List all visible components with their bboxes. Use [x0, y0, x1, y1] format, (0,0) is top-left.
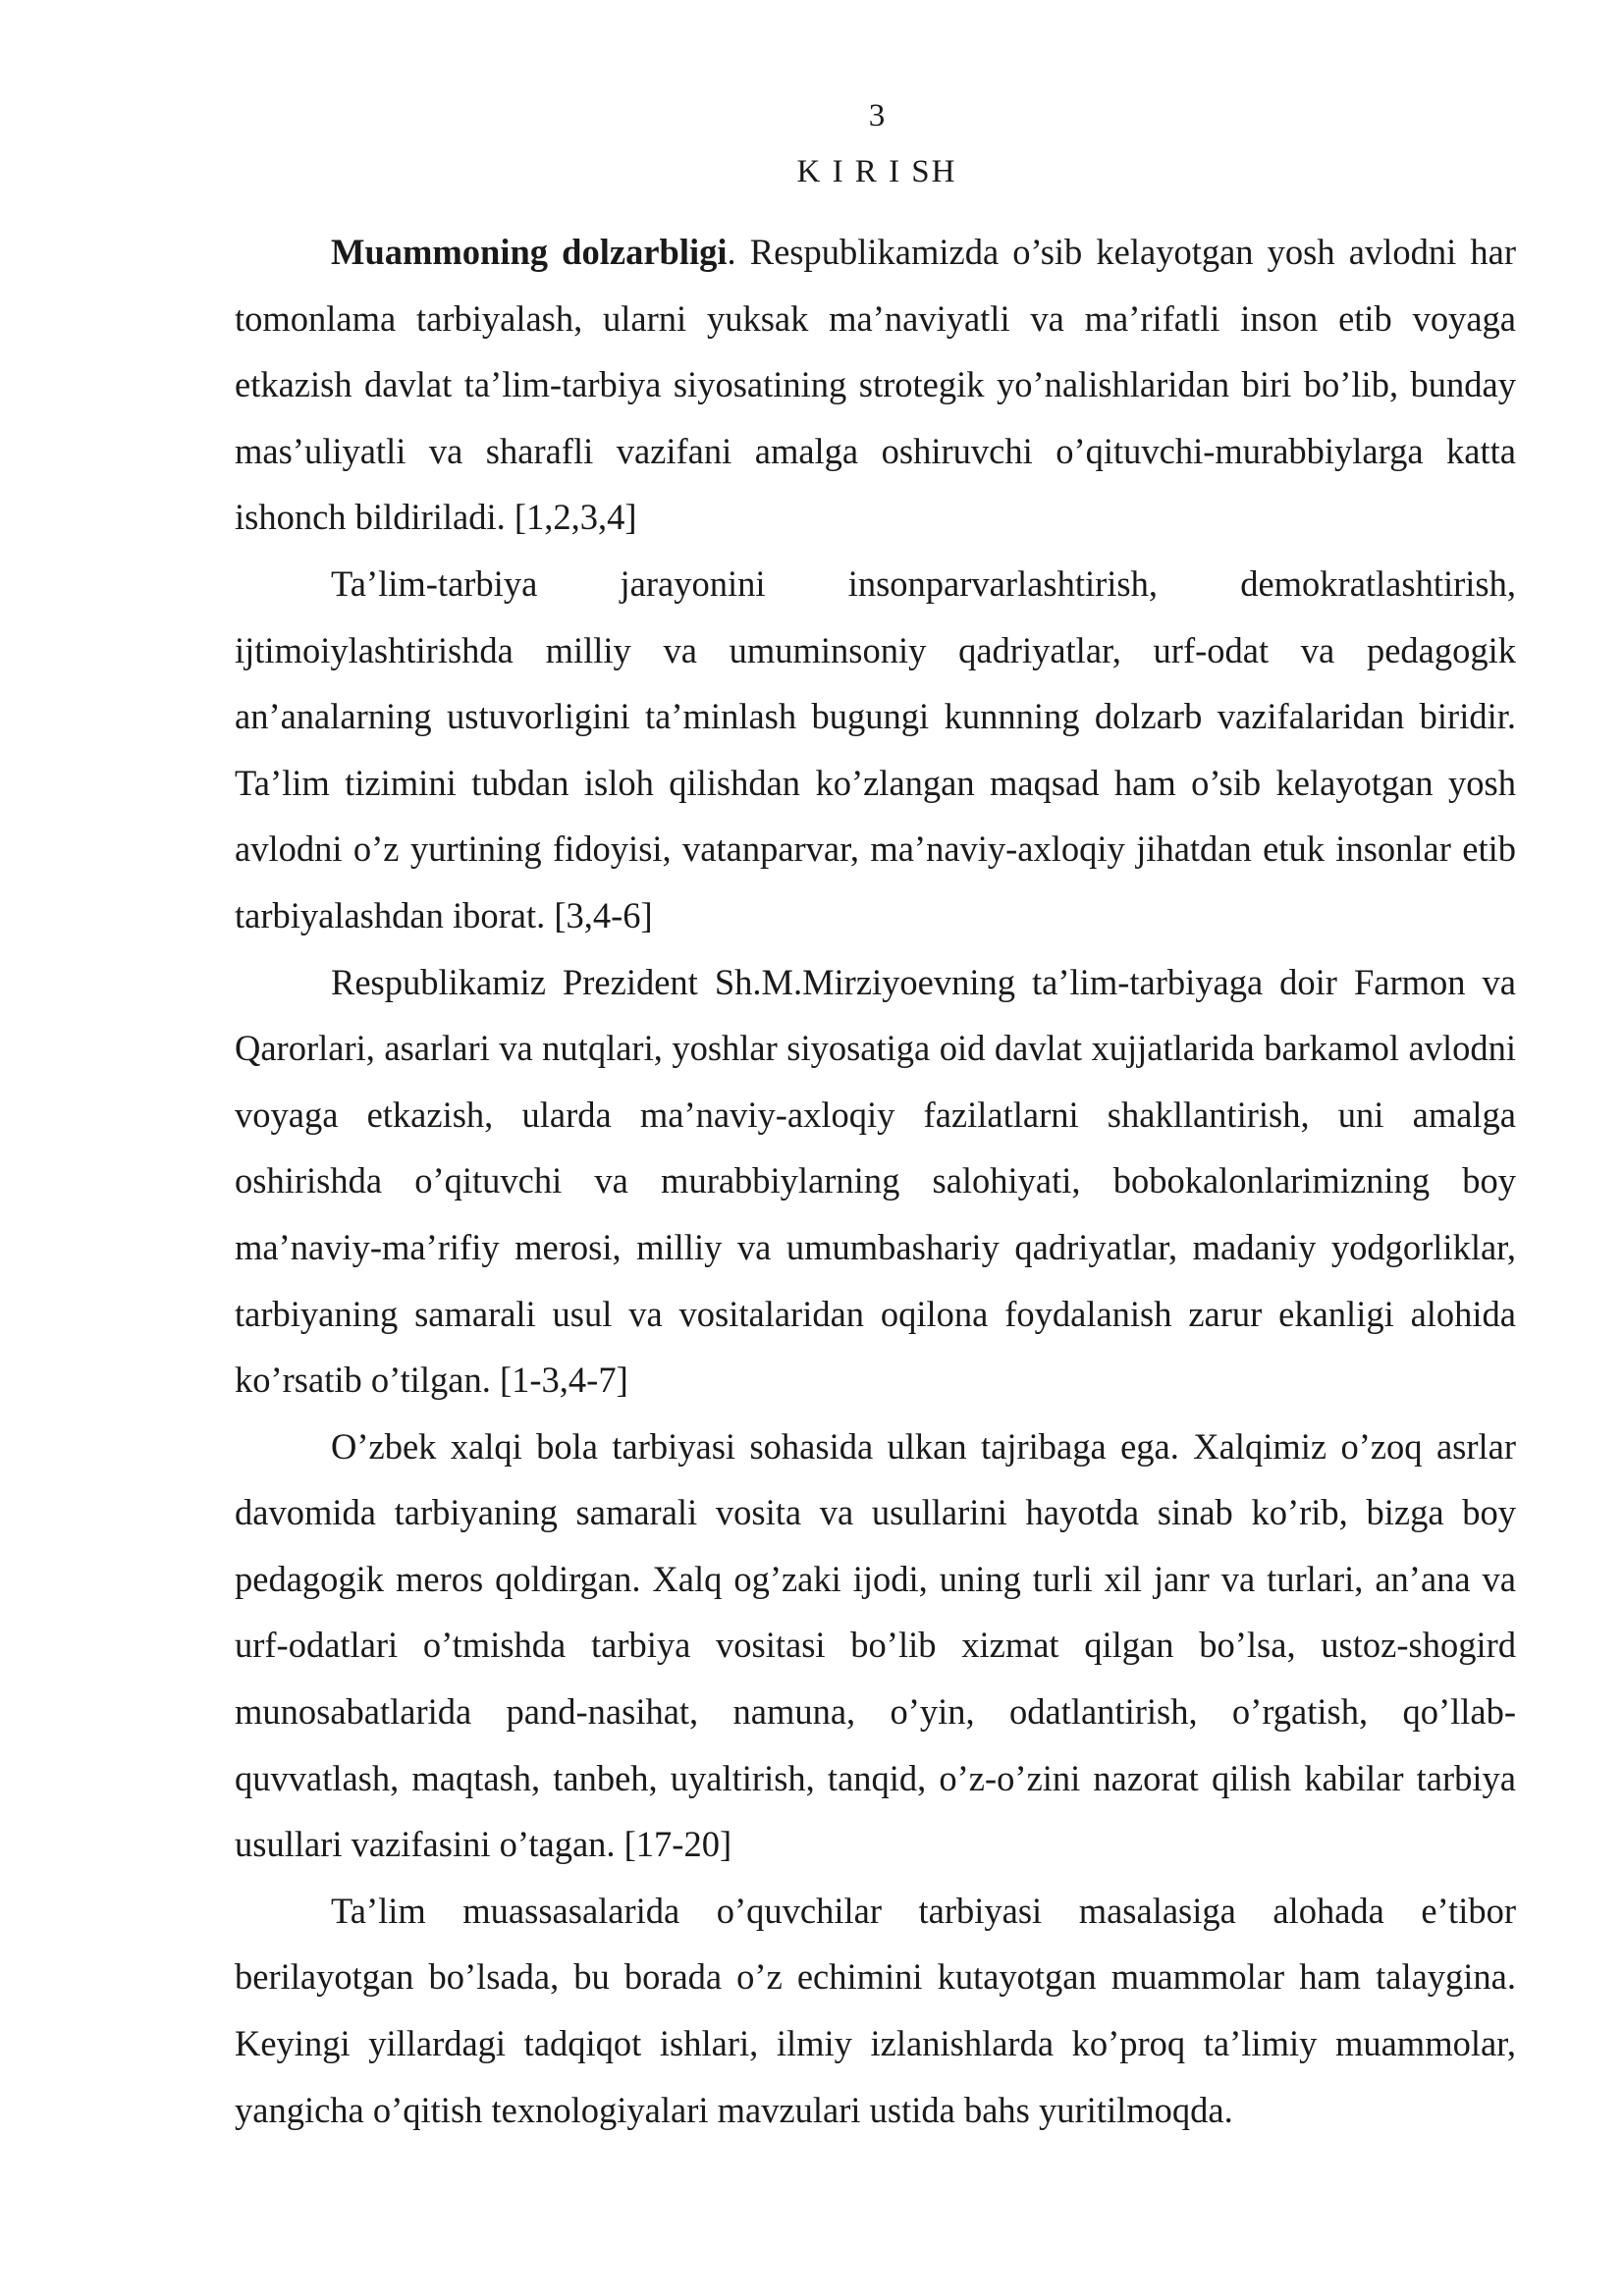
paragraph: O’zbek xalqi bola tarbiyasi sohasida ulkan tajribaga ega. Xalqimiz o’zoq asrlar davomida tarbiyaning samarali vosita va usullarini hayotda sinab ko’rib, bizga boy pedagogik meros qoldirgan. Xalq og’zaki ijodi, uning turli xil janr va turlari, an’ana va urf-odatlari o’tmishda tarbiya vositasi bo’lib xizmat qilgan bo’lsa, ustoz-shogird munosabatlarida pand-nasihat, namuna, o’yin, odatlantirish, o’rgatish, qo’llab-quvvatlash, maqtash, tanbeh, uyaltirish, tanqid, o’z-o’zini nazorat qilish kabilar tarbiya usullari vazifasini o’tagan. [17-20]: [235, 1425, 1516, 1865]
paragraph: Respublikamiz Prezident Sh.M.Mirziyoevning ta’lim-tarbiyaga doir Farmon va Qarorlari, asarlari va nutqlari, yoshlar siyosatiga oid davlat xujjatlarida barkamol avlodni voyaga etkazish, ularda ma’naviy-axloqiy fazilatlarni shakllantirish, uni amalga oshirishda o’qituvchi va murabbiylarning salohiyati, bobokalonlarimizning boy ma’naviy-ma’rifiy merosi, milliy va umumbashariy qadriyatlar, madaniy yodgorliklar, tarbiyaning samarali usul va vositalaridan oqilona foydalanish zarur ekanligi alohida ko’rsatib o’tilgan. [1-3,4-7]: [235, 961, 1516, 1401]
body-text: [235, 219, 1516, 2143]
paragraph: Ta’lim-tarbiya jarayonini insonparvarlashtirish, demokratlashtirish, ijtimoiylashtirishda milliy va umuminsoniy qadriyatlar, urf-odat va pedagogik an’analarning ustuvorligini ta’minlash bugungi kunnning dolzarb vazifalaridan biridir. Ta’lim tizimini tubdan isloh qilishdan ko’zlangan maqsad ham o’sib kelayotgan yosh avlodni o’z yurtining fidoyisi, vatanparvar, ma’naviy-axloqiy jihatdan etuk insonlar etib tarbiyalashdan iborat. [3,4-6]: [235, 562, 1516, 935]
paragraph-text: . Respublikamizda o’sib kelayotgan yosh avlodni har tomonlama tarbiyalash, ularni yuksak ma’naviyatli va ma’rifatli inson etib voyaga etkazish davlat ta’lim-tarbiya siyosatining strotegik yo’nalishlaridan biri bo’lib, bunday mas’uliyatli va sharafli vazifani amalga oshiruvchi o’qituvchi-murabbiylarga katta ishonch bildiriladi. [1,2,3,4]: [235, 232, 1516, 538]
section-heading: K I R I SH: [796, 154, 957, 189]
paragraph: Ta’lim muassasalarida o’quvchilar tarbiyasi masalasiga alohada e’tibor berilayotgan bo’lsada, bu borada o’z echimini kutayotgan muammolar ham talaygina. Keyingi yillardagi tadqiqot ishlari, ilmiy izlanishlarda ko’proq ta’limiy muammolar, yangicha o’qitish texnologiyalari mavzulari ustida bahs yuritilmoqda.: [235, 1890, 1516, 2130]
paragraph-lead-title: Muammoning dolzarbligi: [331, 232, 728, 272]
paragraph-relevance: [235, 219, 1516, 551]
page-number: 3: [868, 98, 886, 133]
